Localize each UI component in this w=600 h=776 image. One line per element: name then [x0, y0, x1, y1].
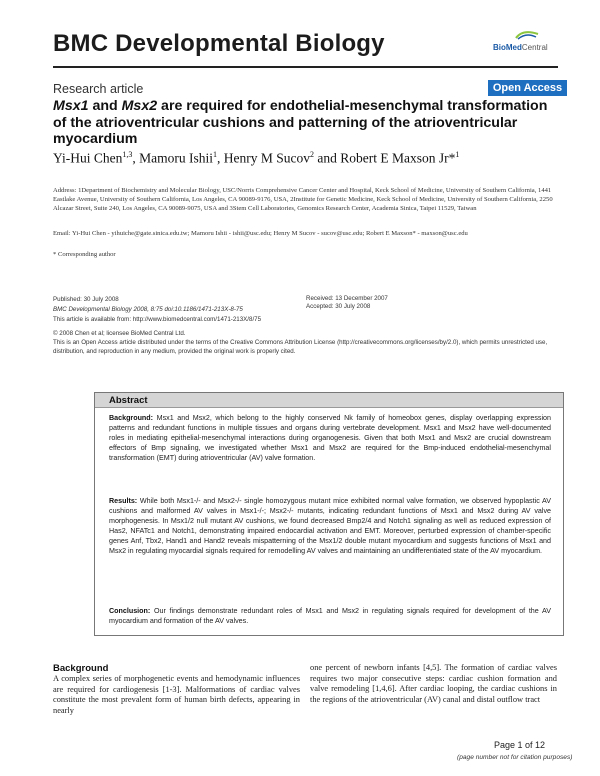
- abstract-conclusion: [109, 607, 551, 627]
- body-right-column: one percent of newborn infants [4,5]. The formation of cardiac valves requires two major consecutive steps: cardiac cushion formation and valve remodeling [1,4,6]. After cardiac looping, the cardiac cushions in the regions of the atrioventricular (AV) canal and distal outflow tract: [310, 663, 557, 704]
- copyright: © 2008 Chen et al; licensee BioMed Central Ltd.: [53, 330, 186, 337]
- conclusion-text: Our findings demonstrate redundant roles of Msx1 and Msx2 in regulating signals required for development of the AV myocardium and formation of the AV valves.: [109, 607, 551, 625]
- results-label: Results:: [109, 497, 138, 505]
- logo-bio: Bio: [493, 43, 506, 52]
- logo-swoosh-icon: [515, 30, 539, 40]
- logo-central: Central: [521, 43, 548, 52]
- abstract-heading: Abstract: [95, 393, 563, 408]
- journal-title: BMC Developmental Biology: [53, 30, 385, 57]
- article-title: Msx1 and Msx2 are required for endothelial-mesenchymal transformation of the atrioventricular cushions and patterning of the atrioventricular myocardium: [53, 98, 548, 147]
- abstract-results: [109, 497, 551, 557]
- conclusion-label: Conclusion:: [109, 607, 151, 615]
- citation-line: BMC Developmental Biology 2008, 8:75 doi:10.1186/1471-213X-8-75: [53, 306, 243, 313]
- header-rule: [53, 66, 558, 68]
- results-text: While both Msx1-/- and Msx2-/- single homozygous mutant mice exhibited normal valve formation, we observed hypoplastic AV cushions and malformed AV valves in Msx1-/-; Msx2-/- mutants, indicating redundant functions of Msx1 and Msx2 during AV valve morphogenesis. In Msx1/2 null mutant AV cushions, we found decreased Bmp2/4 and Notch1 signaling as well as reduced expression of Has2, NFATc1 and Notch1, demonstrating impaired endocardial activation and EMT. Moreover, perturbed expression of chamber-specific genes Anf, Tbx2, Hand1 and Hand2 reveals mispatterning of the Msx1/2 double mutant myocardium and suggests functions of Msx1 and Msx2 in regulating myocardial signals required for remodelling AV valves and maintaining an undifferentiated state of the AV myocardium.: [109, 497, 551, 555]
- biomed-central-logo: [493, 30, 553, 54]
- page-number: Page 1 of 12: [494, 740, 546, 750]
- publication-info: [53, 295, 313, 325]
- logo-med: Med: [505, 43, 522, 52]
- background-text: Msx1 and Msx2, which belong to the highly conserved Nk family of homeobox genes, display overlapping expression patterns and redundant functions in multiple tissues and organs during vertebrate development. Msx1 and Msx2 have well-documented roles in mediating epithelial-mesenchymal interactions during organogenesis. Given that both Msx1 and Msx2 are crucial downstream effectors of Bmp signaling, we investigated whether Msx1 and Msx2 are required for the Bmp-induced endothelial-mesenchymal transformation (EMT) during atrioventricular (AV) valve formation.: [109, 414, 551, 462]
- dates-info: [306, 295, 466, 312]
- article-type: Research article: [53, 82, 144, 96]
- background-label: Background:: [109, 414, 154, 422]
- author-list: Yi-Hui Chen$^{1,3}$, Mamoru Ishii$^1$, Henry M Sucov$^2$ and Robert E Maxson Jr*$^1$: [53, 150, 460, 166]
- article-url[interactable]: This article is available from: http://www.biomedcentral.com/1471-213X/8/75: [53, 316, 262, 323]
- abstract-box: [94, 392, 564, 636]
- abstract-background: [109, 414, 551, 464]
- affiliations: Address: 1Department of Biochemistry and Molecular Biology, USC/Norris Comprehensive Cancer Center and Hospital, Keck School of Medicine, University of Southern California, 1441 Eastlake Avenue, University of Southern California, Los Angeles, CA 90089-9176, USA, 2Institute for Genetic Medicine, Keck School of Medicine, University of Southern California, 2250 Alcazar Street, Suite 240, Los Angeles, CA 90089-9075, USA and 3Stem Cell Laboratories, Genomics Research Center, Academia Sinica, Taipei 11529, Taiwan: [53, 187, 553, 213]
- license-block: [53, 330, 563, 356]
- body-left-column: A complex series of morphogenetic events and hemodynamic influences are required for cardiogenesis [1-3]. Malformations of cardiac valves constitute the most prevalent form of human birth defects, appearing in nearly: [53, 674, 300, 715]
- received-date: Received: 13 December 2007: [306, 295, 388, 302]
- background-heading: Background: [53, 663, 109, 674]
- published-date: Published: 30 July 2008: [53, 296, 119, 303]
- accepted-date: Accepted: 30 July 2008: [306, 303, 371, 311]
- email-list: Email: Yi-Hui Chen - yihuiche@gate.sinica.edu.tw; Mamoru Ishii - ishii@usc.edu; Henry M Sucov - sucov@usc.edu; Robert E Maxson* - maxson@usc.edu: [53, 230, 468, 237]
- open-access-badge: Open Access: [488, 80, 567, 96]
- license-text: This is an Open Access article distributed under the terms of the Creative Commons Attribution License (http://creativecommons.org/licenses/by/2.0), which permits unrestricted use, distribution, and reproduction in any medium, provided the original work is properly cited.: [53, 338, 548, 355]
- corresponding-author-note: * Corresponding author: [53, 251, 116, 258]
- citation-note: (page number not for citation purposes): [457, 754, 573, 761]
